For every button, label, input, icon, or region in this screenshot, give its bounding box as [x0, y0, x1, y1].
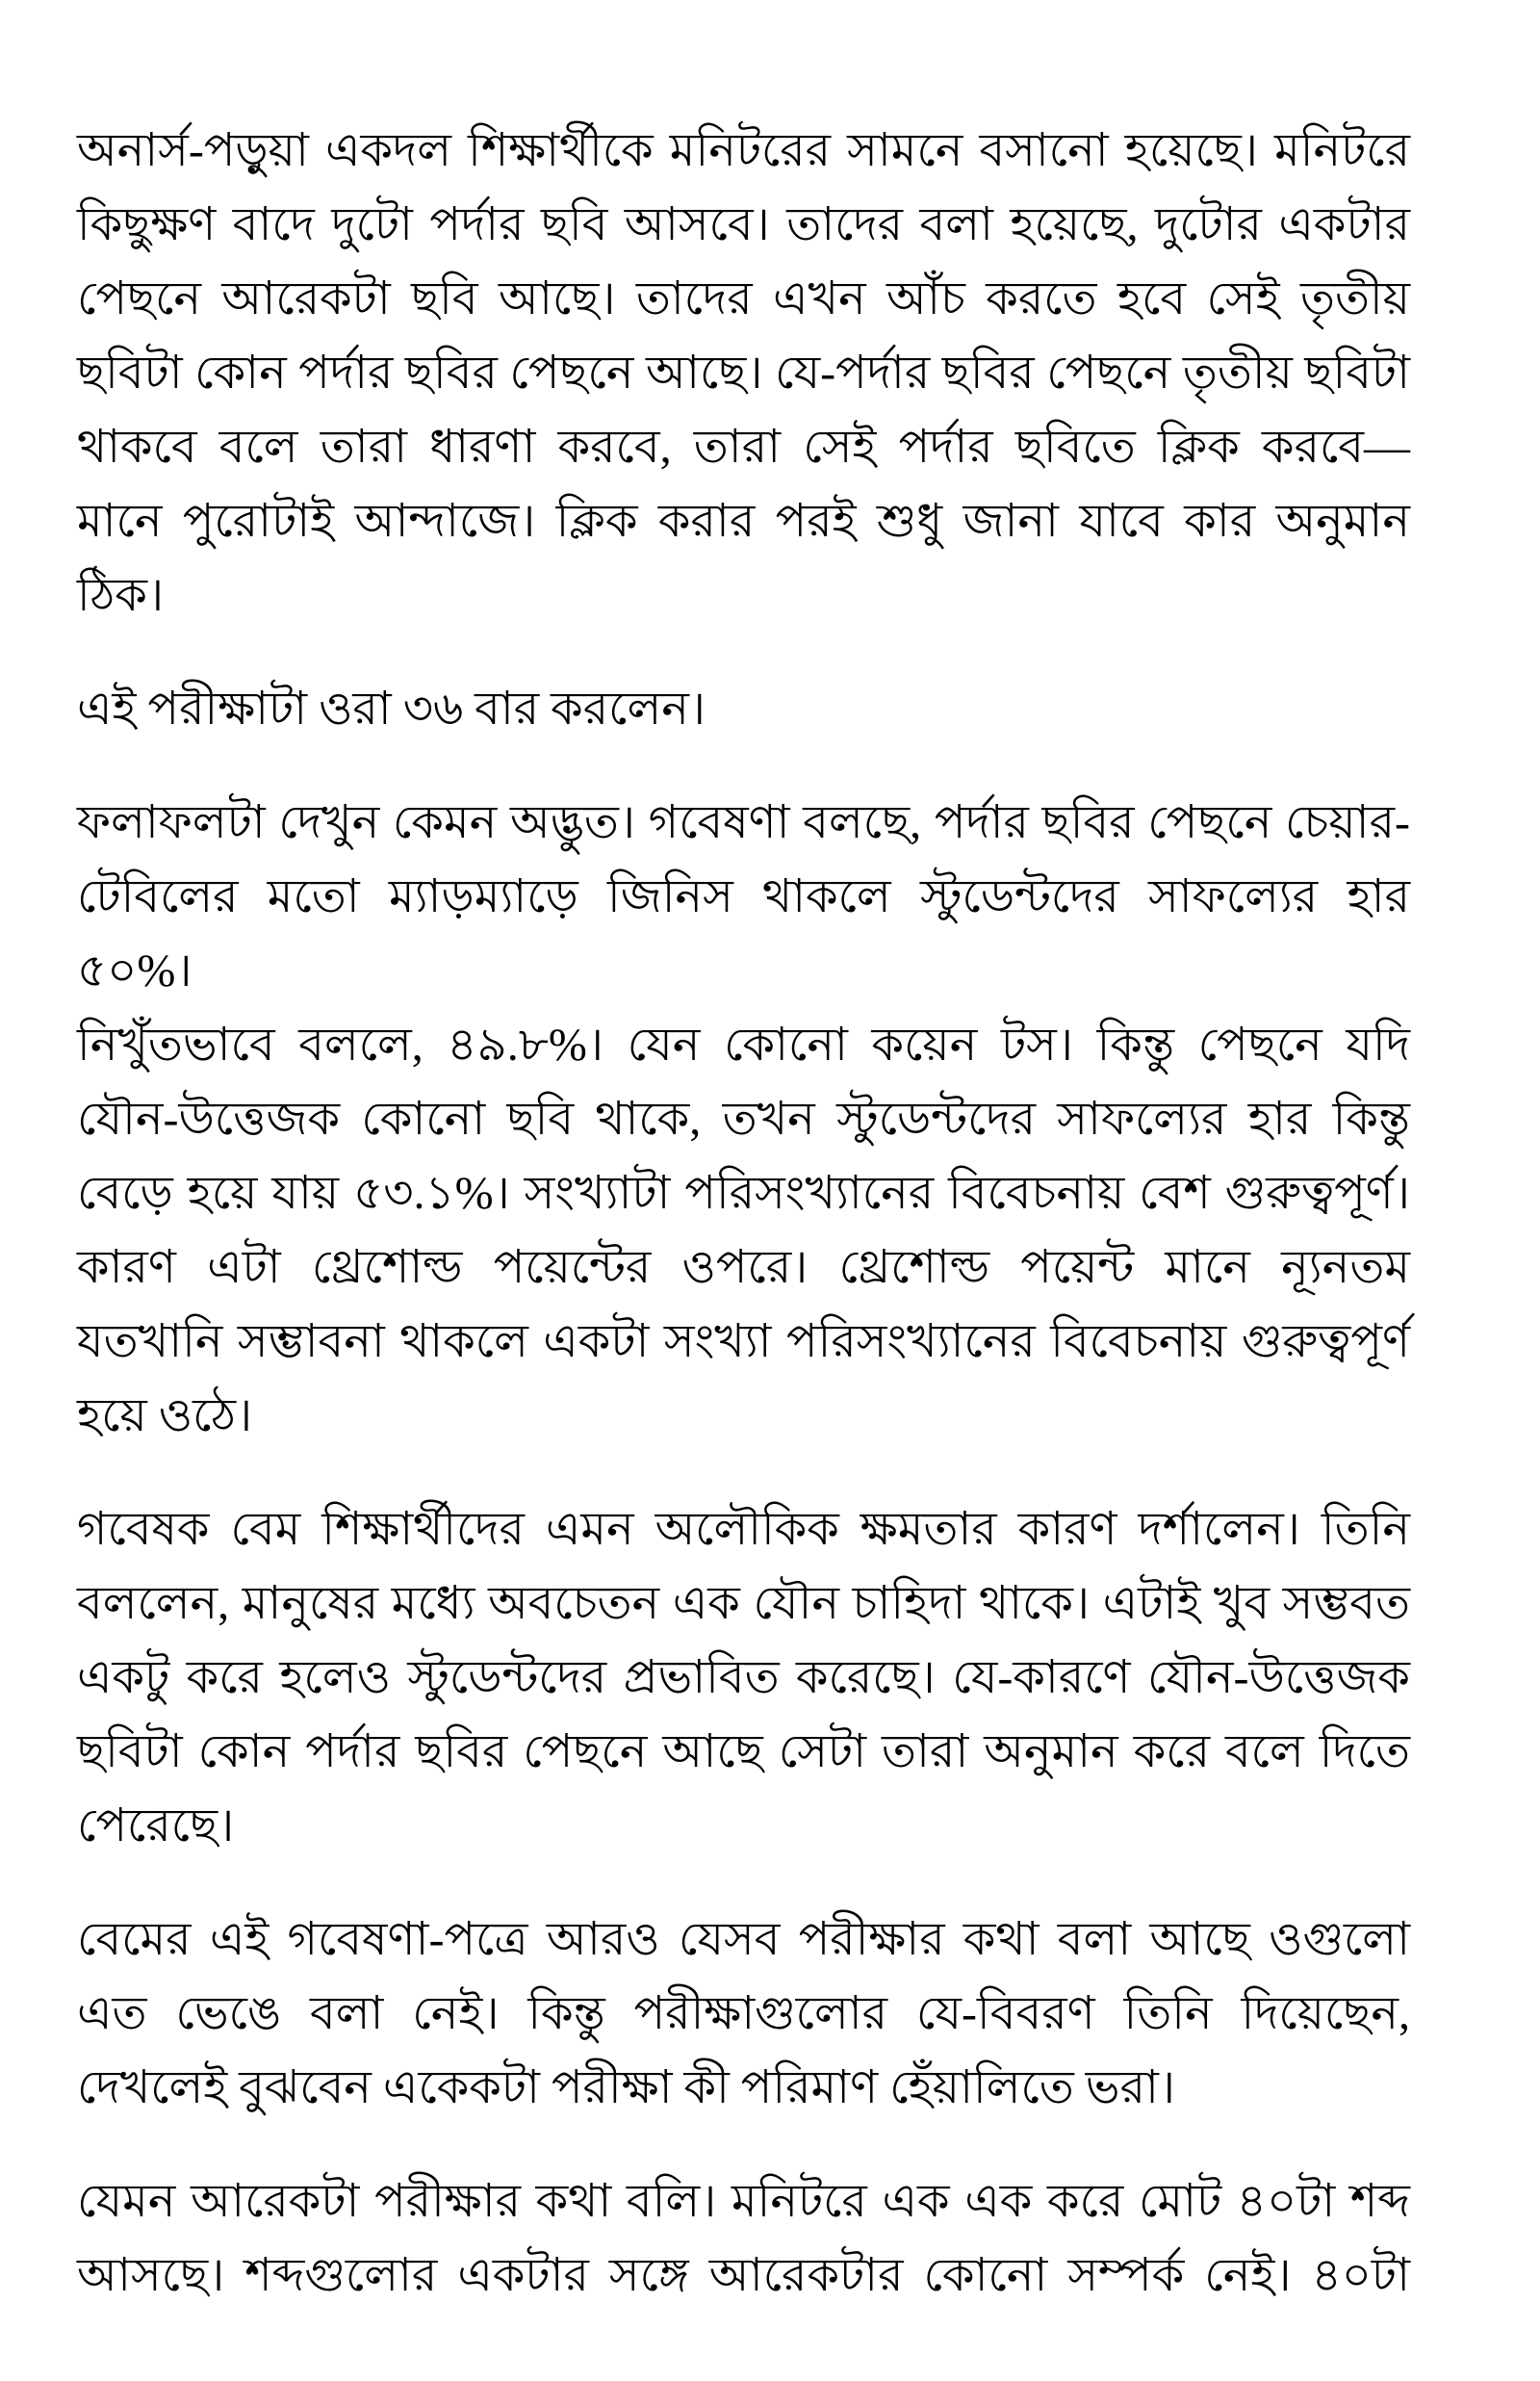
text-line: যতখানি সম্ভাবনা থাকলে একটা সংখ্যা পরিসংখ্যানের বিবেচনায় গুরুত্বপূর্ণ: [77, 1316, 1410, 1367]
text-line: কারণ এটা থ্রেশোল্ড পয়েন্টের ওপরে। থ্রেশোল্ড পয়েন্ট মানে ন্যূনতম: [77, 1242, 1410, 1293]
paragraph-6: [77, 2164, 1410, 2313]
text-line: ঠিক।: [77, 570, 165, 621]
text-line: হয়ে ওঠে।: [77, 1390, 253, 1441]
text-line: নিখুঁতভাবে বললে, ৪৯.৮%। যেন কোনো কয়েন টস। কিন্তু পেছনে যদি: [77, 1020, 1410, 1071]
text-line: কিছুক্ষণ বাদে দুটো পর্দার ছবি আসবে। তাদের বলা হয়েছে, দুটোর একটার: [77, 199, 1410, 250]
text-line: দেখলেই বুঝবেন একেকটা পরীক্ষা কী পরিমাণ হেঁয়ালিতে ভরা।: [77, 2062, 1176, 2113]
text-line: যেমন আরেকটা পরীক্ষার কথা বলি। মনিটরে এক এক করে মোট ৪০টা শব্দ: [77, 2176, 1410, 2227]
paragraph-3: [77, 786, 1410, 1453]
paragraph-5: [77, 1902, 1410, 2125]
text-line: এই পরীক্ষাটা ওরা ৩৬ বার করলেন।: [77, 684, 706, 735]
text-line: পেরেছে।: [77, 1800, 235, 1851]
text-line: যৌন-উত্তেজক কোনো ছবি থাকে, তখন স্টুডেন্টদের সাফল্যের হার কিন্তু: [77, 1094, 1410, 1145]
text-line: আসছে। শব্দগুলোর একটার সঙ্গে আরেকটার কোনো সম্পর্ক নেই। ৪০টা: [77, 2250, 1410, 2301]
text-line: এত ভেঙে বলা নেই। কিন্তু পরীক্ষাগুলোর যে-বিবরণ তিনি দিয়েছেন,: [77, 1988, 1410, 2039]
text-line: টেবিলের মতো ম্যাড়ম্যাড়ে জিনিস থাকলে স্টুডেন্টদের সাফল্যের হার ৫০%।: [77, 871, 1410, 996]
paragraph-2: [77, 672, 1410, 746]
text-line: বললেন, মানুষের মধ্যে অবচেতন এক যৌন চাহিদা থাকে। এটাই খুব সম্ভবত: [77, 1578, 1410, 1629]
text-line: গবেষক বেম শিক্ষার্থীদের এমন অলৌকিক ক্ষমতার কারণ দর্শালেন। তিনি: [77, 1504, 1410, 1555]
text-line: বেমের এই গবেষণা-পত্রে আরও যেসব পরীক্ষার কথা বলা আছে ওগুলো: [77, 1914, 1410, 1965]
text-line: বেড়ে হয়ে যায় ৫৩.১%। সংখ্যাটা পরিসংখ্যানের বিবেচনায় বেশ গুরুত্বপূর্ণ।: [77, 1168, 1410, 1219]
text-line: ছবিটা কোন পর্দার ছবির পেছনে আছে। যে-পর্দার ছবির পেছনে তৃতীয় ছবিটা: [77, 348, 1410, 399]
text-line: ছবিটা কোন পর্দার ছবির পেছনে আছে সেটা তারা অনুমান করে বলে দিতে: [77, 1726, 1410, 1777]
text-line: পেছনে আরেকটা ছবি আছে। তাদের এখন আঁচ করতে হবে সেই তৃতীয়: [77, 273, 1410, 324]
text-line: একটু করে হলেও স্টুডেন্টদের প্রভাবিত করেছে। যে-কারণে যৌন-উত্তেজক: [77, 1652, 1410, 1703]
text-line: অনার্স-পড়ুয়া একদল শিক্ষার্থীকে মনিটরের সামনে বসানো হয়েছে। মনিটরে: [77, 125, 1410, 176]
paragraph-1: [77, 114, 1410, 633]
text-line: থাকবে বলে তারা ধারণা করবে, তারা সেই পর্দার ছবিতে ক্লিক করবে—: [77, 422, 1410, 473]
text-line: মানে পুরোটাই আন্দাজে। ক্লিক করার পরই শুধু জানা যাবে কার অনুমান: [77, 496, 1410, 547]
text-line: ফলাফলটা দেখুন কেমন অদ্ভুত। গবেষণা বলছে, পর্দার ছবির পেছনে চেয়ার-: [77, 797, 1410, 848]
paragraph-4: [77, 1492, 1410, 1863]
